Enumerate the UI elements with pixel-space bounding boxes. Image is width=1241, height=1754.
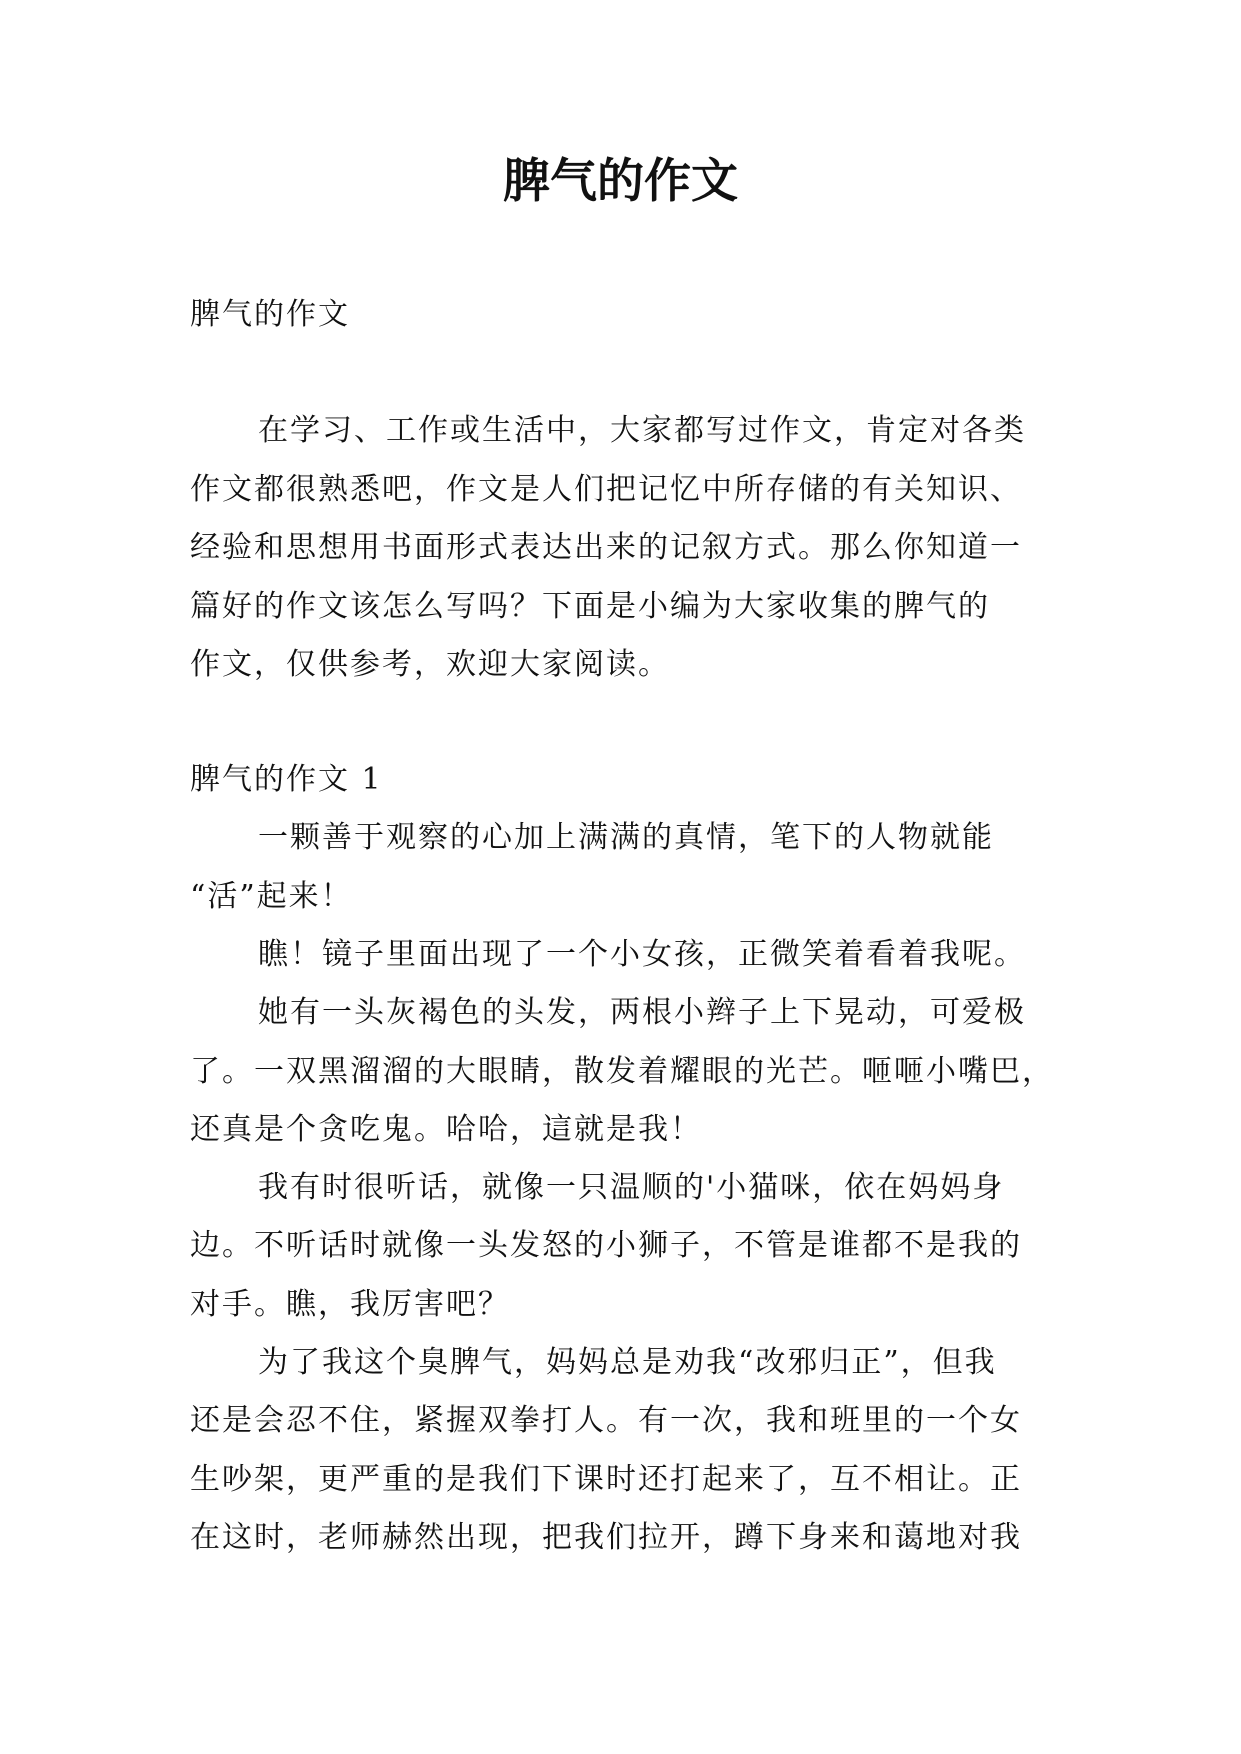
body-line: 还真是个贪吃鬼。哈哈，這就是我！ [190, 1112, 702, 1147]
body-line: 了。一双黑溜溜的大眼睛，散发着耀眼的光芒。咂咂小嘴巴， [190, 1054, 1054, 1089]
section-heading: 脾气的作文 1 [190, 762, 383, 797]
body-line: 还是会忍不住，紧握双拳打人。有一次，我和班里的一个女 [190, 1403, 1022, 1438]
intro-line: 作文，仅供参考，欢迎大家阅读。 [190, 647, 670, 682]
intro-line: 在学习、工作或生活中，大家都写过作文，肯定对各类 [258, 413, 1026, 448]
document-subtitle: 脾气的作文 [190, 297, 350, 332]
body-line: “活”起来！ [190, 879, 353, 914]
intro-line: 经验和思想用书面形式表达出来的记叙方式。那么你知道一 [190, 530, 1022, 565]
body-line: 她有一头灰褐色的头发，两根小辫子上下晃动，可爱极 [258, 995, 1026, 1030]
page-title: 脾气的作文 [503, 154, 738, 209]
body-line: 生吵架，更严重的是我们下课时还打起来了，互不相让。正 [190, 1462, 1022, 1497]
intro-line: 篇好的作文该怎么写吗？下面是小编为大家收集的脾气的 [190, 589, 990, 624]
body-line: 边。不听话时就像一头发怒的小狮子，不管是谁都不是我的 [190, 1228, 1022, 1263]
body-line: 为了我这个臭脾气，妈妈总是劝我“改邪归正”，但我 [258, 1345, 997, 1380]
body-line: 一颗善于观察的心加上满满的真情，笔下的人物就能 [258, 820, 994, 855]
body-line: 我有时很听话，就像一只温顺的'小猫咪，依在妈妈身 [258, 1170, 1005, 1205]
intro-line: 作文都很熟悉吧，作文是人们把记忆中所存储的有关知识、 [190, 472, 1022, 507]
body-line: 在这时，老师赫然出现，把我们拉开，蹲下身来和蔼地对我 [190, 1520, 1022, 1555]
body-line: 对手。瞧，我厉害吧？ [190, 1287, 510, 1322]
body-line: 瞧！镜子里面出现了一个小女孩，正微笑着看着我呢。 [258, 937, 1026, 972]
